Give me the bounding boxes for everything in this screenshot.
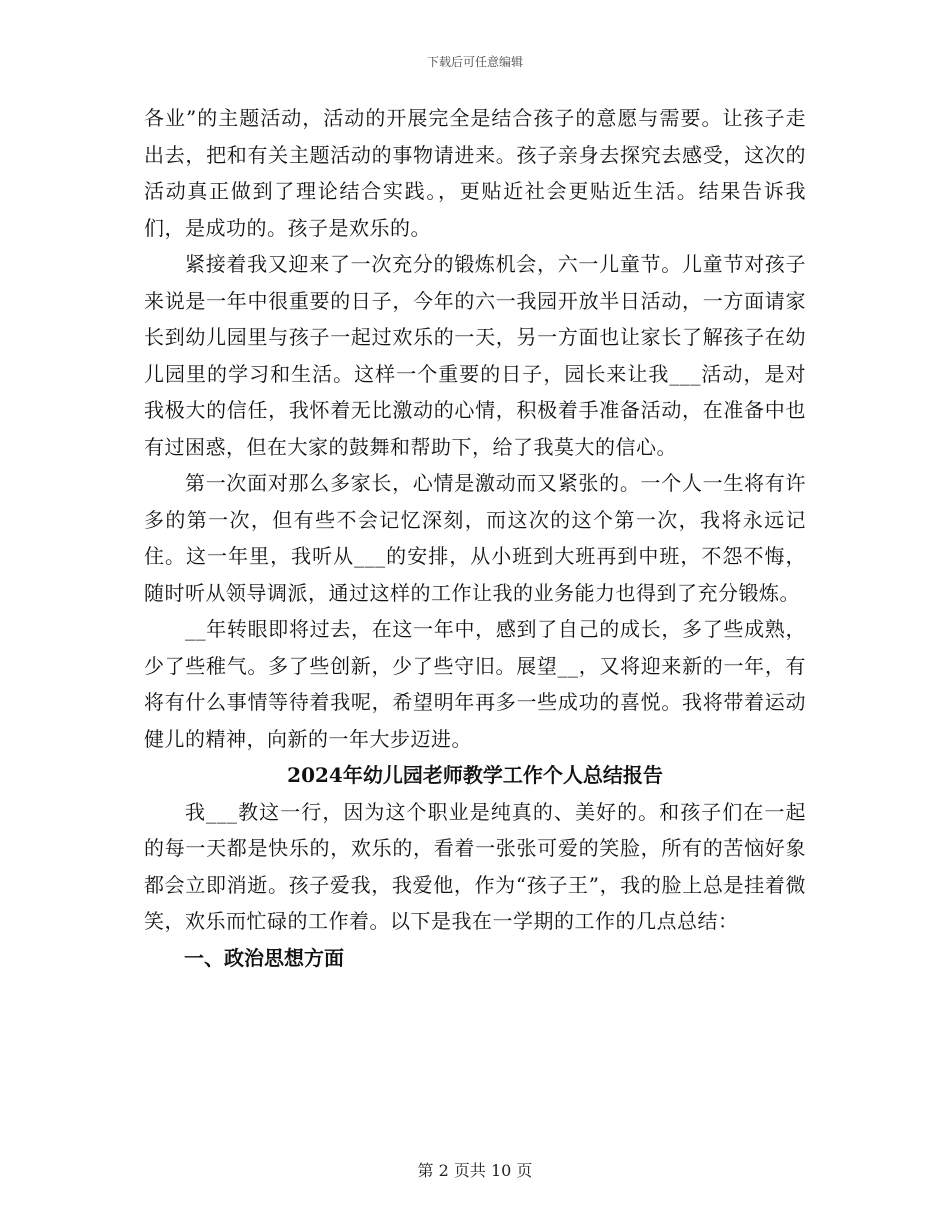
- paragraph-3: 第一次面对那么多家长，心情是激动而又紧张的。一个人一生将有许多的第一次，但有些不会记忆深刻，而这次的这个第一次，我将永远记住。这一年里，我听从___的安排，从小班到大班再到中班，不怨不悔，随时听从领导调派，通过这样的工作让我的业务能力也得到了充分锻炼。: [144, 471, 806, 605]
- page-header: 下载后可任意编辑: [426, 55, 523, 69]
- paragraph-1: 各业”的主题活动，活动的开展完全是结合孩子的意愿与需要。让孩子走出去，把和有关主题活动的事物请进来。孩子亲身去探究去感受，这次的活动真正做到了理论结合实践。，更贴近社会更贴近生活。结果告诉我们，是成功的。孩子是欢乐的。: [144, 106, 806, 240]
- paragraph-2: 紧接着我又迎来了一次充分的锻炼机会，六一儿童节。儿童节对孩子来说是一年中很重要的日子，今年的六一我园开放半日活动，一方面请家长到幼儿园里与孩子一起过欢乐的一天，另一方面也让家长了解孩子在幼儿园里的学习和生活。这样一个重要的日子，园长来让我___活动，是对我极大的信任，我怀着无比激动的心情，积极着手准备活动，在准备中也有过困惑，但在大家的鼓舞和帮助下，给了我莫大的信心。: [144, 252, 806, 459]
- document-body: [144, 100, 806, 976]
- section-heading: 一、政治思想方面: [184, 945, 344, 970]
- page-footer: 第 2 页共 10 页: [417, 1161, 533, 1180]
- document-title: 2024年幼儿园老师教学工作个人总结报告: [287, 763, 663, 787]
- paragraph-4: __年转眼即将过去，在这一年中，感到了自己的成长，多了些成熟，少了些稚气。多了些创新，少了些守旧。展望__，又将迎来新的一年，有将有什么事情等待着我呢，希望明年再多一些成功的喜悦。我将带着运动健儿的精神，向新的一年大步迈进。: [144, 617, 806, 751]
- paragraph-5: 我___教这一行，因为这个职业是纯真的、美好的。和孩子们在一起的每一天都是快乐的，欢乐的，看着一张张可爱的笑脸，所有的苦恼好象都会立即消逝。孩子爱我，我爱他，作为“孩子王”，我的脸上总是挂着微笑，欢乐而忙碌的工作着。以下是我在一学期的工作的几点总结：: [144, 799, 806, 933]
